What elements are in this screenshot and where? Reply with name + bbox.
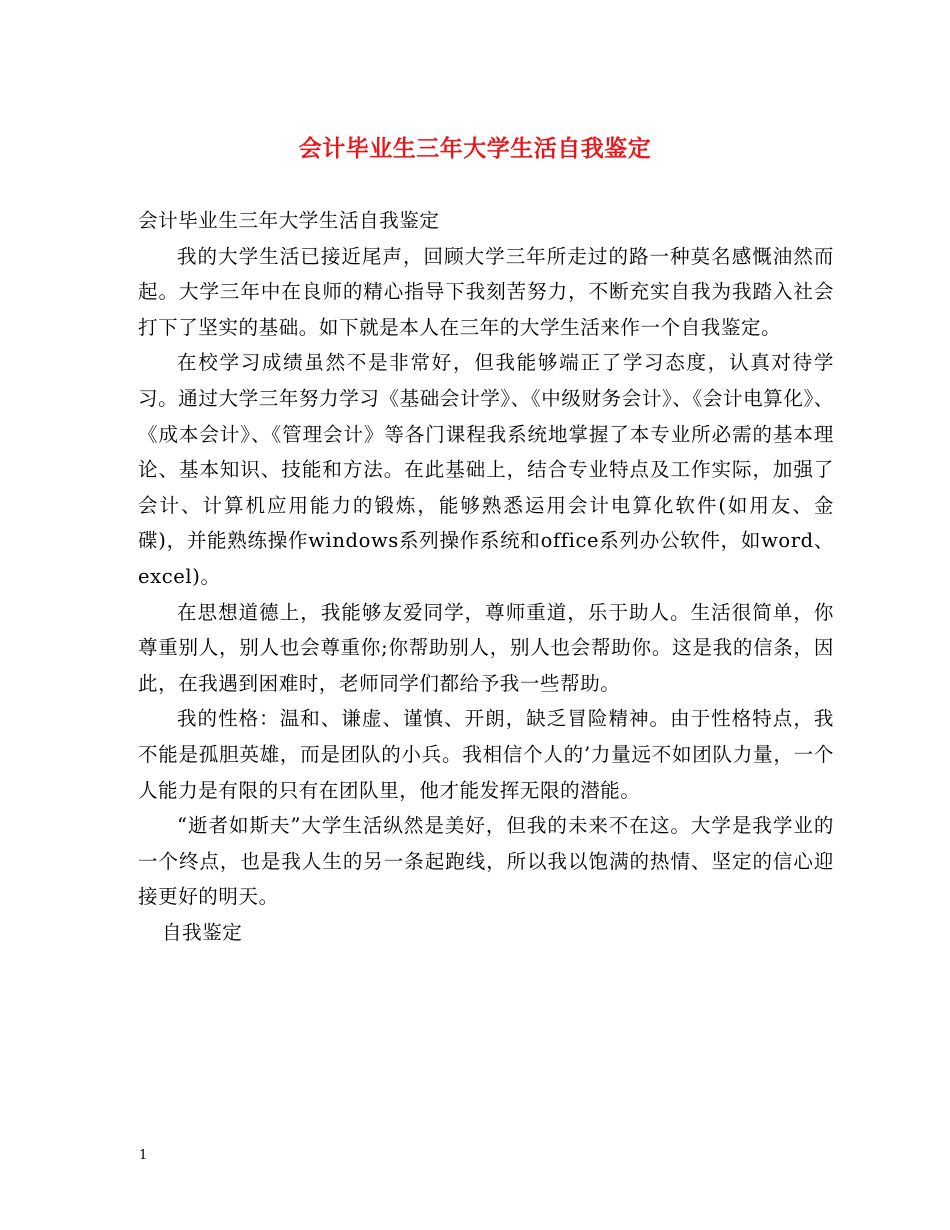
paragraph-morality: 在思想道德上，我能够友爱同学，尊师重道，乐于助人。生活很简单，你尊重别人，别人也会尊重你;你帮助别人，别人也会帮助你。这是我的信条，因此，在我遇到困难时，老师同学们都给予我一些帮助。 <box>138 600 834 695</box>
document-body <box>138 203 834 950</box>
paragraph-conclusion: “逝者如斯夫”大学生活纵然是美好，但我的未来不在这。大学是我学业的一个终点，也是我人生的另一条起跑线，所以我以饱满的热情、坚定的信心迎接更好的明天。 <box>138 814 834 909</box>
paragraph-personality: 我的性格：温和、谦虚、谨慎、开朗，缺乏冒险精神。由于性格特点，我不能是孤胆英雄，而是团队的小兵。我相信个人的’力量远不如团队力量，一个人能力是有限的只有在团队里，他才能发挥无限的潜能。 <box>138 707 834 802</box>
document-subtitle: 会计毕业生三年大学生活自我鉴定 <box>138 209 440 232</box>
document-title: 会计毕业生三年大学生活自我鉴定 <box>298 135 652 162</box>
closing-line: 自我鉴定 <box>162 920 243 944</box>
paragraph-intro: 我的大学生活已接近尾声，回顾大学三年所走过的路一种莫名感慨油然而起。大学三年中在良师的精心指导下我刻苦努力，不断充实自我为我踏入社会打下了坚实的基础。如下就是本人在三年的大学生活来作一个自我鉴定。 <box>138 244 834 339</box>
paragraph-study: 在校学习成绩虽然不是非常好，但我能够端正了学习态度，认真对待学习。通过大学三年努力学习《基础会计学》、《中级财务会计》、《会计电算化》、《成本会计》、《管理会计》等各门课程我系统地掌握了本专业所必需的基本理论、基本知识、技能和方法。在此基础上，结合专业特点及工作实际，加强了会计、计算机应用能力的锻炼，能够熟悉运用会计电算化软件(如用友、金碟)，并能熟练操作windows系列操作系统和office系列办公软件，如word、excel)。 <box>138 351 834 588</box>
page-number: 1 <box>139 1148 148 1163</box>
